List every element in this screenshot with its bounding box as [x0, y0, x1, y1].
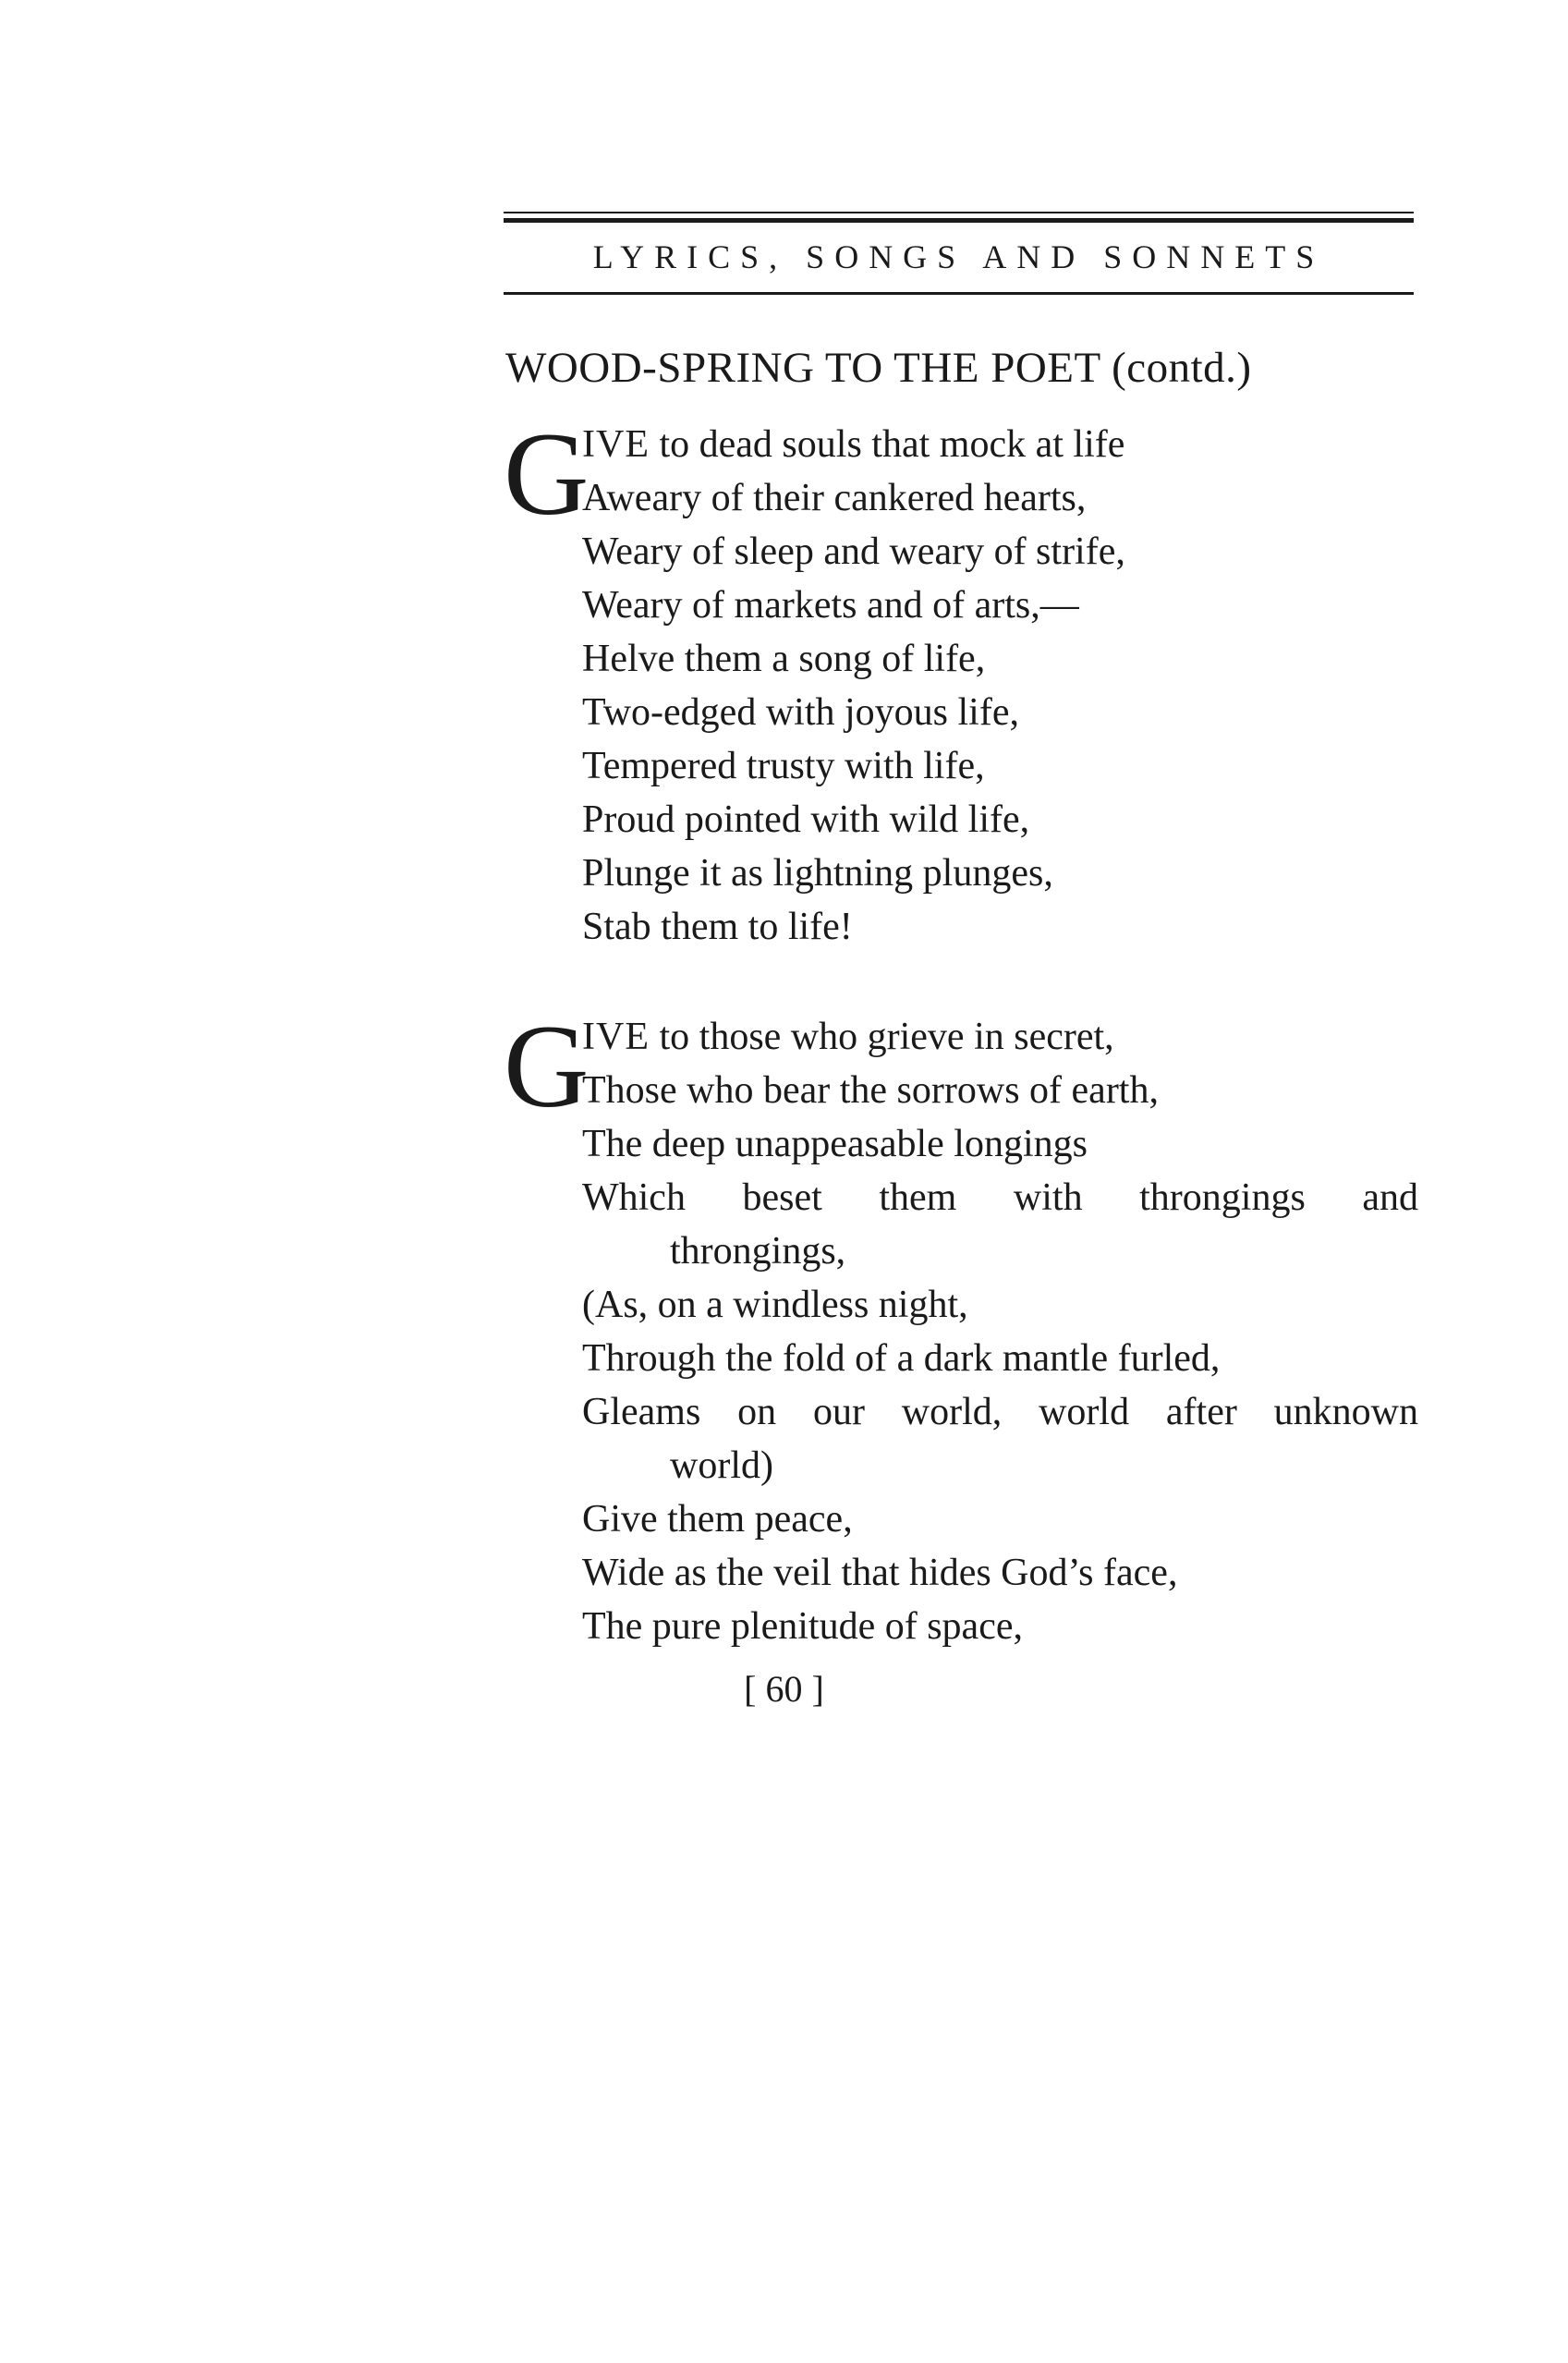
poem-title: WOOD-SPRING TO THE POET (contd.) [505, 344, 1252, 392]
verse-line: Gleams on our world, world after unknown [582, 1391, 1418, 1433]
verse-line: Weary of markets and of arts,— [582, 584, 1079, 627]
verse-line-continuation: world) [670, 1444, 773, 1487]
verse-line: Stab them to life! [582, 906, 853, 948]
verse-line: Weary of sleep and weary of strife, [582, 530, 1125, 573]
verse-line: The deep unappeasable longings [582, 1123, 1088, 1165]
header-rule-bottom [504, 292, 1414, 295]
verse-line [582, 418, 1124, 471]
verse-line: Aweary of their cankered hearts, [582, 477, 1087, 519]
verse-line: Helve them a song of life, [582, 638, 986, 680]
header-rule-thick [504, 218, 1414, 223]
verse-line: Through the fold of a dark mantle furled, [582, 1337, 1221, 1380]
verse-line: Wide as the veil that hides God’s face, [582, 1552, 1178, 1594]
verse-line-continuation: throngings, [670, 1230, 846, 1273]
verse-line: Tempered trusty with life, [582, 745, 985, 787]
first-line-text: to those who grieve in secret, [649, 1016, 1114, 1058]
verse-line: The pure plenitude of space, [582, 1605, 1023, 1648]
verse-line: Plunge it as lightning plunges, [582, 852, 1053, 895]
header-rule-thin [504, 212, 1414, 213]
verse-line: Those who bear the sorrows of earth, [582, 1069, 1159, 1112]
verse-line: Proud pointed with wild life, [582, 798, 1030, 841]
verse-line: (As, on a windless night, [582, 1284, 968, 1326]
verse-line: Give them peace, [582, 1498, 853, 1541]
verse-line: Two-edged with joyous life, [582, 691, 1019, 734]
running-head: LYRICS, SONGS AND SONNETS [592, 238, 1325, 275]
first-word-caps: IVE [582, 1016, 650, 1058]
drop-cap: G [504, 408, 590, 540]
verse-line: Which beset them with throngings and [582, 1176, 1418, 1219]
drop-cap: G [504, 1001, 590, 1132]
first-word-caps: IVE [582, 423, 650, 466]
first-line-text: to dead souls that mock at life [649, 423, 1125, 466]
verse-line [582, 1010, 1114, 1064]
page-number: [ 60 ] [744, 1668, 824, 1710]
